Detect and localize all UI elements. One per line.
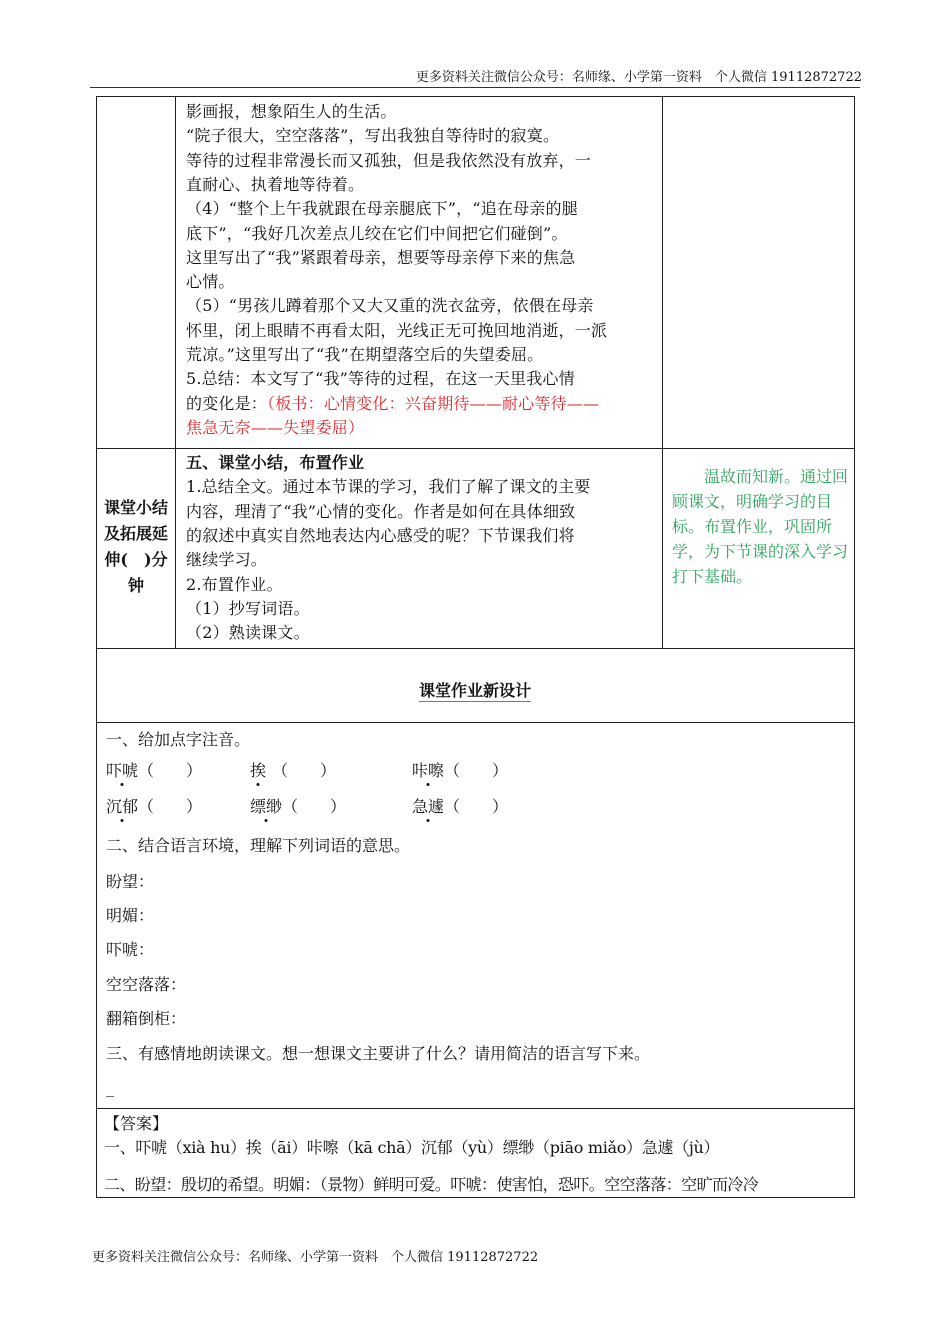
board-note-red-line: 焦急无奈——失望委屈） bbox=[186, 417, 365, 437]
text-line: 影画报，想象陌生人的生活。 bbox=[186, 102, 397, 121]
text-line: 继续学习。 bbox=[186, 550, 268, 570]
answer-blank: （ ） bbox=[272, 761, 337, 780]
page-footer: 更多资料关注微信公众号：名师缘、小学第一资料 个人微信 19112872722 bbox=[92, 1250, 539, 1265]
pinyin-item bbox=[412, 758, 508, 781]
text-line: 2.布置作业。 bbox=[186, 574, 283, 594]
homework-title-text: 课堂作业新设计 bbox=[418, 681, 531, 700]
answer-blank: （ ） bbox=[444, 797, 509, 816]
board-note-red: （板书：心情变化：兴奋期待——耐心等待—— bbox=[267, 393, 600, 413]
dotted-word: 吓唬 bbox=[106, 761, 139, 780]
col-divider-right bbox=[662, 96, 663, 649]
text-line: 怀里，闭上眼睛不再看太阳，光线正无可挽回地消逝，一派 bbox=[186, 320, 608, 340]
summary-heading: 五、课堂小结，布置作业 bbox=[186, 453, 365, 472]
text-line: 底下”，“我好几次差点儿绞在它们中间把它们碰倒”。 bbox=[186, 223, 568, 243]
text-line: 内容，理清了“我”心情的变化。作者是如何在具体细致 bbox=[186, 501, 576, 521]
term-line: 明媚： bbox=[106, 906, 155, 925]
page-header: 更多资料关注微信公众号：名师缘、小学第一资料 个人微信 19112872722 bbox=[415, 70, 862, 85]
pinyin-item bbox=[412, 794, 508, 817]
text-line: （1）抄写词语。 bbox=[186, 598, 310, 618]
term-line: 吓唬： bbox=[106, 940, 155, 959]
section-label: 课堂小结及拓展延伸( )分钟 bbox=[103, 498, 168, 595]
pinyin-item bbox=[250, 794, 346, 817]
dotted-word: 急遽 bbox=[412, 797, 445, 816]
text-line: 心情。 bbox=[186, 272, 235, 292]
design-note: 温故而知新。通过回顾课文，明确学习的目标。布置作业，巩固所学，为下节课的深入学习打下基础。 bbox=[672, 467, 849, 586]
answer-blank: （ ） bbox=[444, 761, 509, 780]
text-line: 荒凉。”这里写出了“我”在期望落空后的失望委屈。 bbox=[186, 345, 544, 364]
text-line: “院子很大，空空落落”，写出我独自等待时的寂寞。 bbox=[186, 126, 560, 146]
text-black: 的变化是： bbox=[186, 393, 268, 413]
term-line: 空空落落： bbox=[106, 975, 187, 994]
answers-line-1: 一、吓唬（xià hu）挨（āi）咔嚓（kā chā）沉郁（yù）缥缈（piāo miǎo）急遽（jù） bbox=[104, 1138, 720, 1157]
answers-heading: 【答案】 bbox=[104, 1114, 169, 1133]
answer-line: _ bbox=[106, 1078, 114, 1097]
text-line: （5）“男孩儿蹲着那个又大又重的洗衣盆旁，依偎在母亲 bbox=[186, 296, 594, 316]
homework-title bbox=[0, 678, 950, 701]
row-divider-2 bbox=[96, 648, 855, 649]
question-3: 三、有感情地朗读课文。想一想课文主要讲了什么？请用简洁的语言写下来。 bbox=[106, 1044, 651, 1063]
term-line: 盼望： bbox=[106, 872, 155, 891]
question-2: 二、结合语言环境，理解下列词语的意思。 bbox=[106, 836, 411, 855]
col-divider-left bbox=[175, 96, 176, 649]
dotted-word: 沉郁 bbox=[106, 797, 139, 816]
text-line: 1.总结全文。通过本节课的学习，我们了解了课文的主要 bbox=[186, 477, 591, 497]
pinyin-item bbox=[106, 758, 202, 781]
row-divider-4 bbox=[96, 1108, 855, 1109]
text-line: 直耐心、执着地等待着。 bbox=[186, 174, 365, 194]
text-line: 5.总结：本文写了“我”等待的过程，在这一天里我心情 bbox=[186, 369, 575, 389]
pinyin-item bbox=[250, 758, 336, 781]
header-rule bbox=[90, 87, 860, 88]
dotted-word: 咔嚓 bbox=[412, 761, 445, 780]
text-line: 这里写出了“我”紧跟着母亲，想要等母亲停下来的焦急 bbox=[186, 247, 576, 267]
row-divider-3 bbox=[96, 722, 855, 723]
text-line: （2）熟读课文。 bbox=[186, 623, 310, 643]
answer-blank: （ ） bbox=[282, 797, 347, 816]
answer-blank: （ ） bbox=[138, 761, 203, 780]
text-line: （4）“整个上午我就跟在母亲腿底下”，“追在母亲的腿 bbox=[186, 199, 578, 219]
text-line-mixed bbox=[186, 392, 599, 416]
question-1: 一、给加点字注音。 bbox=[106, 730, 251, 749]
term-line: 翻箱倒柜： bbox=[106, 1009, 187, 1028]
dotted-word: 缥缈 bbox=[250, 797, 283, 816]
text-line: 的叙述中真实自然地表达内心感受的呢？下节课我们将 bbox=[186, 525, 575, 545]
answers-line-2: 二、盼望：殷切的希望。明媚：（景物）鲜明可爱。吓唬：使害怕，恐吓。空空落落：空旷而冷冷 bbox=[104, 1175, 759, 1194]
answer-blank: （ ） bbox=[138, 797, 203, 816]
row-divider-1 bbox=[96, 448, 855, 449]
pinyin-item bbox=[106, 794, 202, 817]
dotted-word: 挨 bbox=[250, 761, 267, 780]
text-line: 等待的过程非常漫长而又孤独，但是我依然没有放弃，一 bbox=[186, 150, 592, 170]
